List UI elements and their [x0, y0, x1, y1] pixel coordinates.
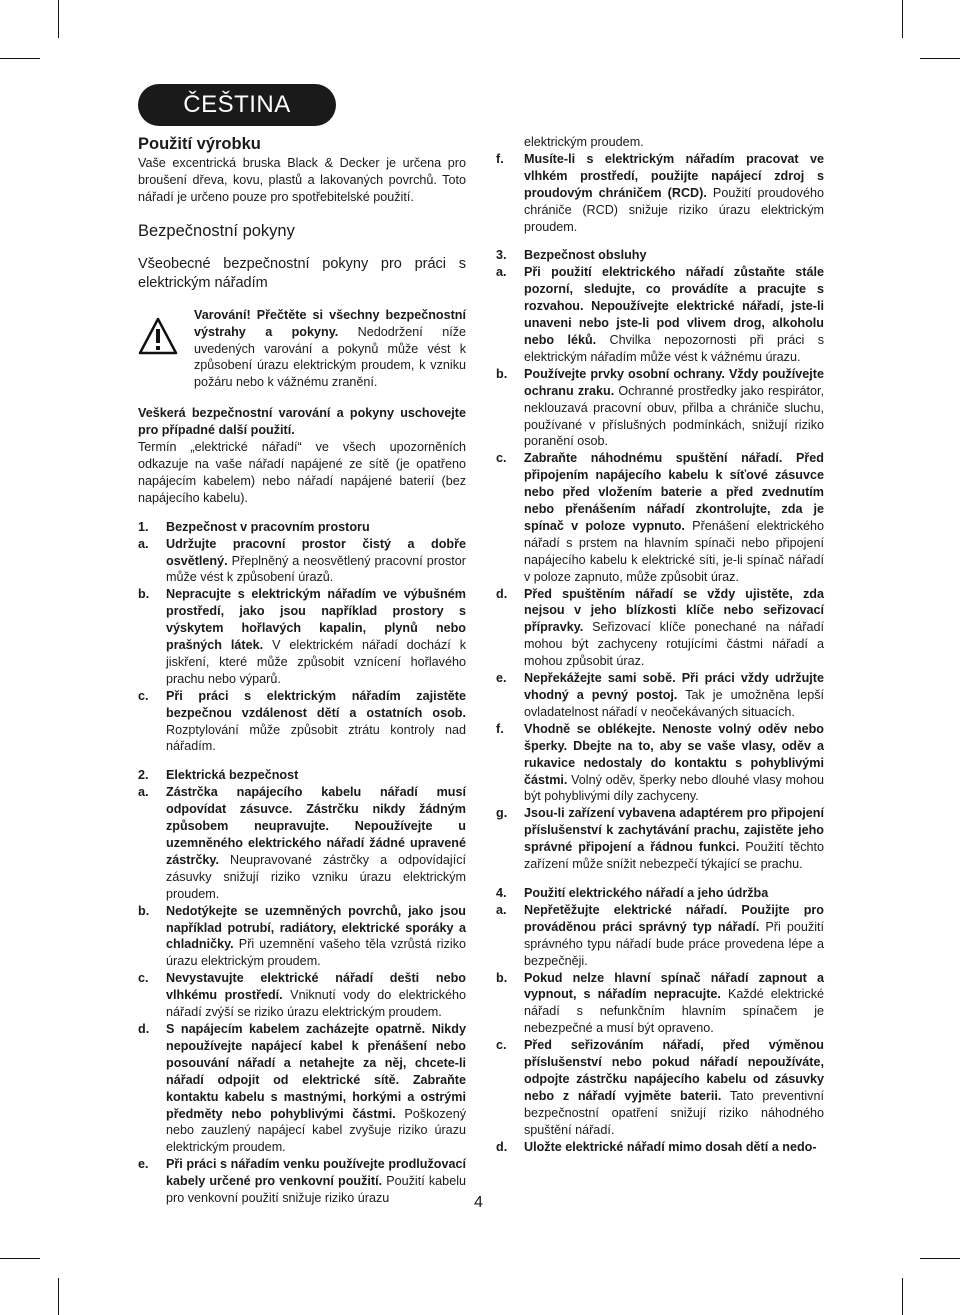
list-item: c. Před seřizováním nářadí, před výměnou příslušenství nebo pokud nářadí nepoužíváte, odpojte zástrčku napájecího kabelu od zásuvky nebo z nářadí vyjměte baterii. Tato preventivní bezpečnostní opatření snižují riziko náhodného spuštění nářadí. — [496, 1038, 824, 1137]
general-safety-title: Všeobecné bezpečnostní pokyny pro práci s elektrickým nářadím — [138, 255, 466, 291]
crop-mark — [902, 1278, 903, 1315]
list-item: d. S napájecím kabelem zacházejte opatrně. Nikdy nepoužívejte napájecí kabel k přenášení nebo posouvání nářadí a netahejte za něj, chcete-li nářadí odpojit od elektrické sítě. Zabraňte kontaktu kabelu s mastnými, horkými a ostrými předměty nebo pohyblivými částmi. Poškozený nebo zauzlený napájecí kabel zvyšuje riziko úrazu elektrickým proudem. — [138, 1021, 466, 1155]
continued-text: elektrickým proudem. — [524, 135, 644, 149]
crop-mark — [58, 1278, 59, 1315]
list-item: c. Zabraňte náhodnému spuštění nářadí. Před připojením napájecího kabelu k síťové zásuvce nebo před vložením baterie a před zvednutím nebo přenášením nářadí zkontrolujte, zda je spínač v poloze vypnuto. Přenášení elektrického nářadí s prstem na hlavním spínači nebo připojení napájecího kabelu k elektrické síti, je-li spínač nářadí v poloze zapnuto, může způsobit úraz. — [496, 451, 825, 584]
crop-mark — [0, 1258, 40, 1259]
warning-icon — [138, 307, 194, 392]
section-heading: 1. Bezpečnost v pracovním prostoru — [138, 519, 370, 534]
page-number: 4 — [474, 1194, 483, 1211]
crop-mark — [920, 58, 960, 59]
warning-text: Varování! Přečtěte si všechny bezpečnostní výstrahy a pokyny. Nedodržení níže uvedených varování a pokynů může vést k způsobení úrazu elektrickým proudem, k vzniku požáru nebo k vážnému zranění. — [194, 307, 466, 390]
left-column — [138, 134, 466, 1207]
list-item: e. Při práci s nářadím venku používejte prodlužovací kabely určené pro venkovní použití. Použití kabelu pro venkovní použití snižuje riziko úrazu — [138, 1157, 466, 1206]
crop-mark — [902, 0, 903, 38]
warning-block — [138, 307, 466, 392]
usage-text: Vaše excentrická bruska Black & Decker je určena pro broušení dřeva, kovu, plastů a lakovaných povrchů. Toto nářadí je určeno pouze pro spotřebitelské použití. — [138, 156, 466, 204]
list-item: a. Udržujte pracovní prostor čistý a dobře osvětlený. Přeplněný a neosvětlený pracovní prostor může vést k způsobení úrazů. — [138, 536, 466, 585]
list-item: g. Jsou-li zařízení vybavena adaptérem pro připojení příslušenství k zachytávání prachu, zajistěte jeho správné připojení a řádnou funkci. Použití těchto zařízení může snížit nebezpečí týkající se prachu. — [496, 806, 824, 872]
right-column — [496, 134, 824, 1155]
section-heading: 3. Bezpečnost obsluhy — [496, 248, 647, 263]
list-item: d. Před spuštěním nářadí se vždy ujistěte, zda nejsou v jeho blízkosti klíče nebo seřizovací přípravky. Seřizovací klíče ponechané na nářadí mohou být zachyceny rotujícími částmi nářadí a mohou způsobit úraz. — [496, 586, 824, 669]
list-item: a. Při použití elektrického nářadí zůstaňte stále pozorní, sledujte, co provádíte a pracujte s rozvahou. Nepoužívejte elektrické nářadí, jste-li unaveni nebo jste-li pod vlivem drog, alkoholu nebo léků. Chvilka nepozornosti při práci s elektrickým nářadím může vést k vážnému úrazu. — [496, 265, 824, 364]
list-item: e. Nepřekážejte sami sobě. Při práci vždy udržujte vhodný a pevný postoj. Tak je umožněna lepší ovladatelnost nářadí v neočekávaných situacích. — [496, 671, 824, 719]
usage-title: Použití výrobku — [138, 135, 261, 153]
list-item: b. Nedotýkejte se uzemněných povrchů, jako jsou například potrubí, radiátory, elektrické sporáky a chladničky. Při uzemnění vašeho těla vzrůstá riziko úrazu elektrickým proudem. — [138, 903, 466, 969]
list-item: f. Vhodně se oblékejte. Nenoste volný oděv nebo šperky. Dbejte na to, aby se vaše vlasy, oděv a rukavice nedostaly do kontaktu s pohyblivými částmi. Volný oděv, šperky nebo dlouhé vlasy mohou být pohyblivými díly zachyceny. — [496, 721, 824, 804]
list-item: a. Nepřetěžujte elektrické nářadí. Použijte pro prováděnou práci správný typ nářadí. Při použití správného typu nářadí bude práce provedena lépe a bezpečněji. — [496, 902, 824, 968]
list-item: b. Nepracujte s elektrickým nářadím ve výbušném prostředí, jako jsou například prostory s výskytem hořlavých kapalin, plynů nebo prašných látek. V elektrickém nářadí dochází k jiskření, které může způsobit vznícení hořlavého prachu nebo výparů. — [138, 587, 466, 686]
list-item: a. Zástrčka napájecího kabelu nářadí musí odpovídat zásuvce. Zástrčku nikdy žádným způsobem neupravujte. Nepoužívejte u uzemněného elektrického nářadí žádné upravené zástrčky. Neupravované zástrčky a odpovídající zásuvky snižují riziko vzniku úrazu elektrickým proudem. — [138, 785, 466, 901]
list-item: c. Nevystavujte elektrické nářadí dešti nebo vlhkému prostředí. Vniknutí vody do elektrického nářadí zvýší se riziko úrazu elektrickým proudem. — [138, 971, 466, 1020]
list-item: b. Pokud nelze hlavní spínač nářadí zapnout a vypnout, s nářadím nepracujte. Každé elektrické nářadí s nefunkčním hlavním spínačem je nebezpečné a musí být opraveno. — [496, 970, 824, 1036]
term-text: Termín „elektrické nářadí“ ve všech upozorněních odkazuje na vaše nářadí napájené ze sítě (je opatřeno napájecím kabelem) nebo nářadí napájené baterií (bez napájecího kabelu). — [138, 440, 466, 505]
language-tab: ČEŠTINA — [138, 84, 336, 126]
section-4 — [496, 885, 824, 1156]
safety-title: Bezpečnostní pokyny — [138, 221, 295, 240]
keep-instructions: Veškerá bezpečnostní varování a pokyny uschovejte pro případné další použití. — [138, 406, 466, 438]
section-1 — [138, 519, 466, 756]
list-item: d. Uložte elektrické nářadí mimo dosah dětí a nedo- — [496, 1139, 817, 1154]
crop-mark — [920, 1258, 960, 1259]
list-item: c. Při práci s elektrickým nářadím zajistěte bezpečnou vzdálenost dětí a ostatních osob. Rozptylování může způsobit ztrátu kontroly nad nářadím. — [138, 688, 466, 754]
section-3 — [496, 247, 824, 873]
section-heading: 4. Použití elektrického nářadí a jeho údržba — [496, 885, 769, 900]
list-item: b. Používejte prvky osobní ochrany. Vždy používejte ochranu zraku. Ochranné prostředky jako respirátor, neklouzavá pracovní obuv, přilba a chrániče sluchu, používané v příslušných podmínkách, snižují riziko poranění osob. — [496, 366, 825, 449]
list-item: f. Musíte-li s elektrickým nářadím pracovat ve vlhkém prostředí, použijte napájecí zdroj s proudovým chráničem (RCD). Použití proudového chrániče (RCD) snižuje riziko úrazu elektrickým proudem. — [496, 151, 824, 234]
crop-mark — [0, 58, 40, 59]
section-heading: 2. Elektrická bezpečnost — [138, 768, 299, 783]
crop-mark — [58, 0, 59, 38]
section-2 — [138, 767, 466, 1207]
